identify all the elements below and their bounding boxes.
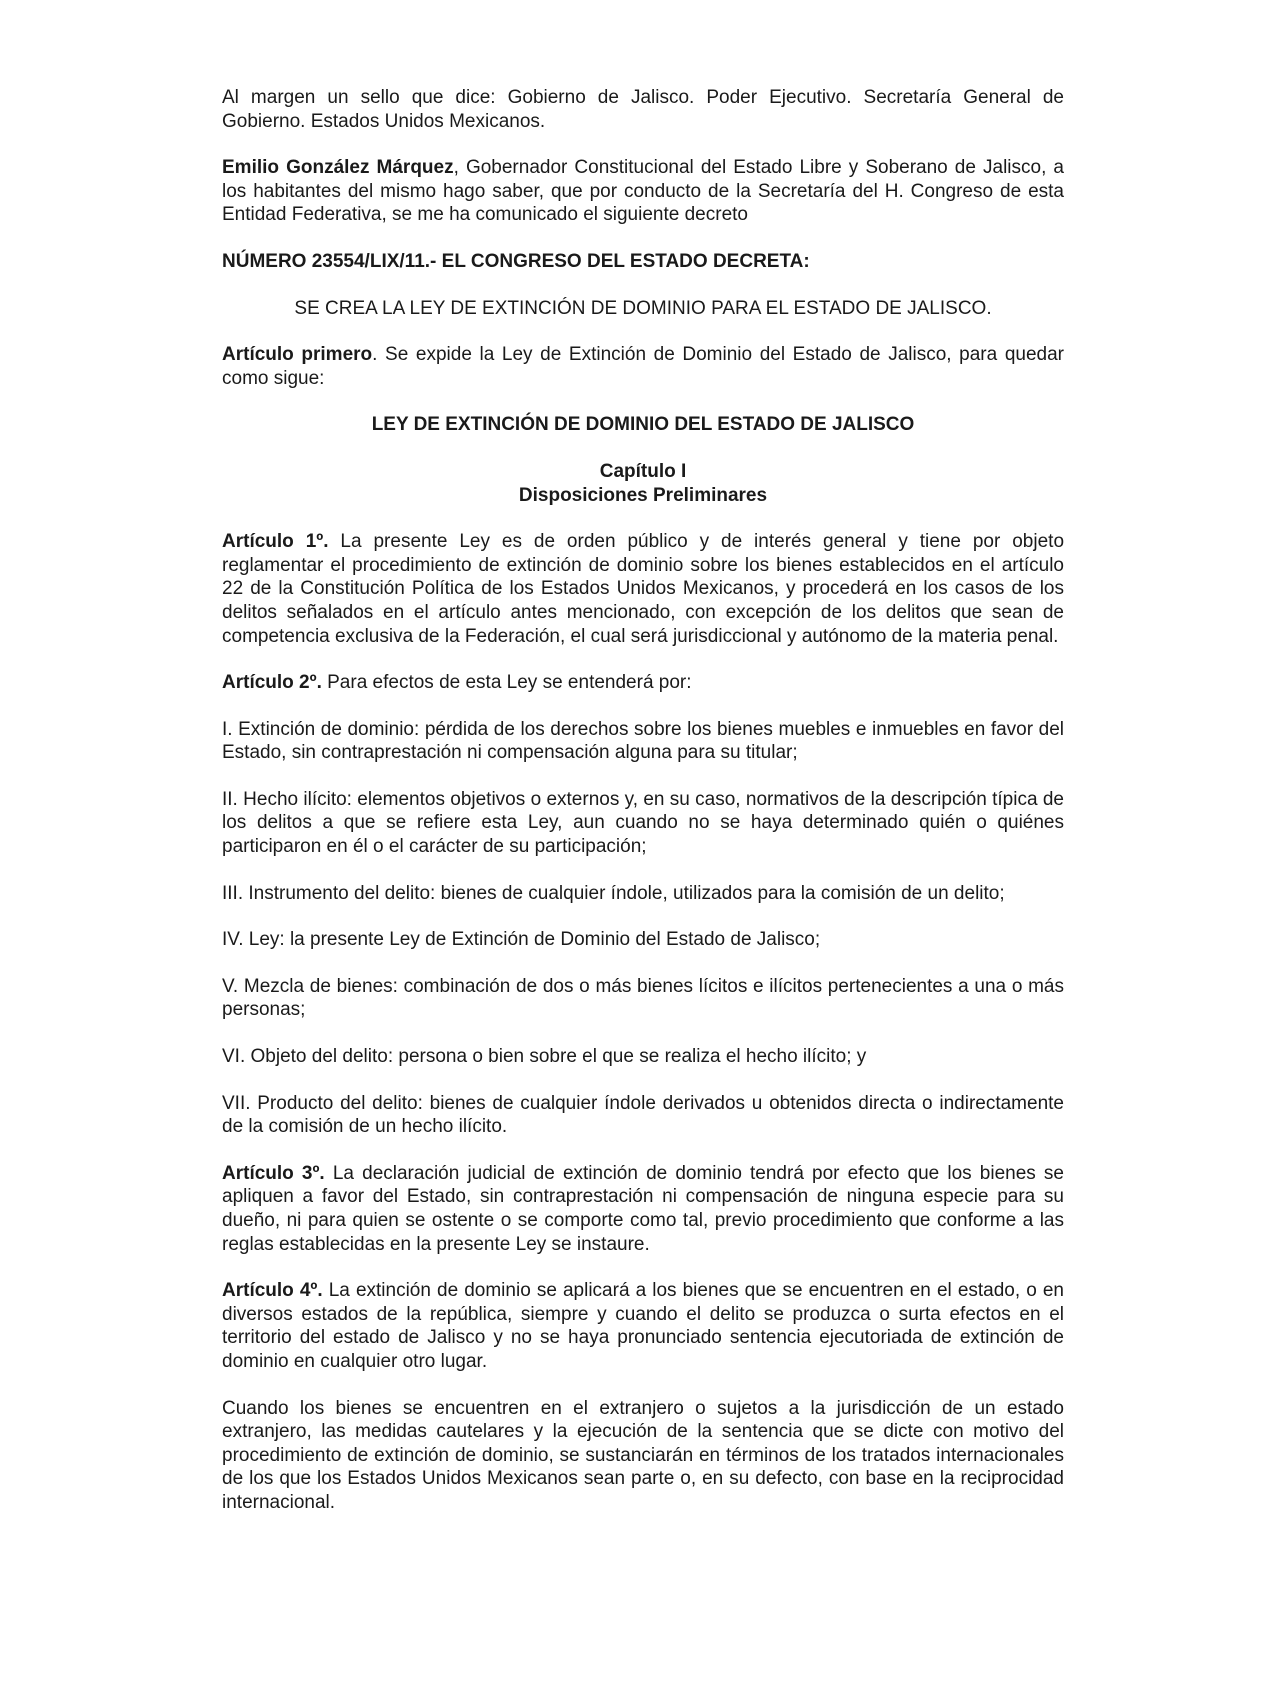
article-4-text: La extinción de dominio se aplicará a los bienes que se encuentren en el estado, o en diversos estados de la república, siempre y cuando el delito se produzca o surta efectos en el territorio del estado de Jalisco y no se haya pronunciado sentencia ejecutoriada de extinción de dominio en cualquier otro lugar. xyxy=(222,1280,1065,1372)
article-3 xyxy=(222,1162,1064,1256)
article-1-text: La presente Ley es de orden público y de interés general y tiene por objeto reglamentar el procedimiento de extinción de dominio sobre los bienes establecidos en el artículo 22 de la Constitución Política de los Estados Unidos Mexicanos, y procederá en los casos de los delitos señalados en el artículo antes mencionado, con excepción de los delitos que sean de competencia exclusiva de la Federación, el cual será jurisdiccional y autónomo de la materia penal. xyxy=(222,531,1065,647)
article-1 xyxy=(222,530,1064,648)
article-2-label: Artículo 2º. xyxy=(222,672,322,694)
decree-title: SE CREA LA LEY DE EXTINCIÓN DE DOMINIO PARA EL ESTADO DE JALISCO. xyxy=(294,297,992,319)
article-4-label: Artículo 4º. xyxy=(222,1280,323,1302)
article-4 xyxy=(222,1279,1064,1373)
chapter-number: Capítulo I xyxy=(599,460,687,482)
governor-name: Emilio González Márquez xyxy=(222,157,454,179)
article-4-paragraph-2: Cuando los bienes se encuentren en el extranjero o sujetos a la jurisdicción de un estado extranjero, las medidas cautelares y la ejecución de la sentencia que se dicte con motivo del procedimiento de extinción de dominio, se sustanciarán en términos de los tratados internacionales de los que los Estados Unidos Mexicanos sean parte o, en su defecto, con base en la reciprocidad internacional. xyxy=(222,1397,1064,1513)
article-1-label: Artículo 1º. xyxy=(222,531,329,553)
fraction-vii: VII. Producto del delito: bienes de cualquier índole derivados u obtenidos directa o indirectamente de la comisión de un hecho ilícito. xyxy=(222,1092,1064,1138)
article-first-text: . Se expide la Ley de Extinción de Dominio del Estado de Jalisco, para quedar como sigue: xyxy=(222,344,1064,389)
seal-paragraph: Al margen un sello que dice: Gobierno de Jalisco. Poder Ejecutivo. Secretaría General de Gobierno. Estados Unidos Mexicanos. xyxy=(222,87,1064,132)
article-first-paragraph xyxy=(222,343,1064,390)
article-2-text: Para efectos de esta Ley se entenderá por: xyxy=(321,672,692,694)
chapter-heading xyxy=(222,460,1064,507)
governor-paragraph xyxy=(222,156,1064,227)
fraction-ii: II. Hecho ilícito: elementos objetivos o externos y, en su caso, normativos de la descripción típica de los delitos a que se refiere esta Ley, aun cuando no se haya determinado quién o quiénes participaron en él o el carácter de su participación; xyxy=(222,788,1064,858)
fraction-vi: VI. Objeto del delito: persona o bien sobre el que se realiza el hecho ilícito; y xyxy=(222,1046,867,1068)
governor-text: , Gobernador Constitucional del Estado Libre y Soberano de Jalisco, a los habitantes del mismo hago saber, que por conducto de la Secretaría del H. Congreso de esta Entidad Federativa, se me ha comunicado el siguiente decreto xyxy=(222,157,1064,226)
document-page xyxy=(222,86,1064,1515)
article-3-text: La declaración judicial de extinción de dominio tendrá por efecto que los bienes se apliquen a favor del Estado, sin contraprestación ni compensación de ninguna especie para su dueño, ni para quien se ostente o se comporte como tal, previo procedimiento que conforme a las reglas establecidas en la presente Ley se instaure. xyxy=(222,1162,1065,1255)
chapter-title: Disposiciones Preliminares xyxy=(518,484,768,506)
fraction-i: I. Extinción de dominio: pérdida de los derechos sobre los bienes muebles e inmuebles en favor del Estado, sin contraprestación ni compensación alguna para su titular; xyxy=(222,718,1064,764)
law-title: LEY DE EXTINCIÓN DE DOMINIO DEL ESTADO DE JALISCO xyxy=(371,414,915,436)
fraction-iv: IV. Ley: la presente Ley de Extinción de Dominio del Estado de Jalisco; xyxy=(222,929,821,951)
fraction-v: V. Mezcla de bienes: combinación de dos o más bienes lícitos e ilícitos pertenecientes a una o más personas; xyxy=(222,975,1064,1021)
article-2 xyxy=(222,671,1064,695)
article-first-label: Artículo primero xyxy=(222,344,373,366)
article-3-label: Artículo 3º. xyxy=(222,1162,325,1184)
fraction-iii: III. Instrumento del delito: bienes de cualquier índole, utilizados para la comisión de un delito; xyxy=(222,882,1005,904)
decree-number-heading: NÚMERO 23554/LIX/11.- EL CONGRESO DEL ESTADO DECRETA: xyxy=(222,250,810,272)
